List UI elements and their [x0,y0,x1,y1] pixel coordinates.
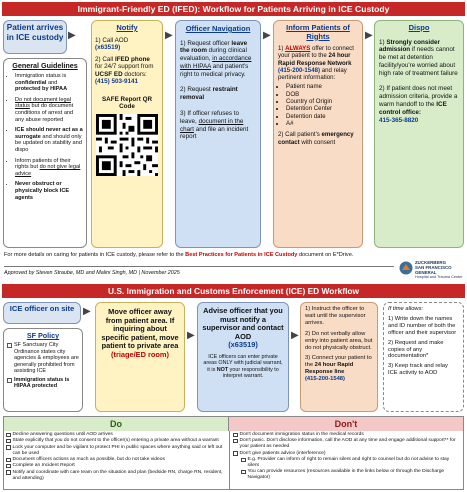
ifed-phone[interactable]: (415) 503-9141 [95,78,139,86]
arrow-right-icon: ▶ [83,306,91,317]
rights-heading: Inform Patients of Rights [286,23,350,41]
officer-step1: 1) Request officer leave the room during clinical evaluation, in accordance with HIPAA and patient's right to medical privacy. [180,39,252,78]
arrow-right-icon: ▶ [165,30,173,41]
notify-box [91,20,163,248]
zsfg-logo: ZUCKERBERG SAN FRANCISCO GENERAL Hospital and Trauma Center [399,255,465,281]
checkbox-icon[interactable] [233,439,238,444]
checkbox-icon[interactable] [6,458,11,463]
advise-officer-box: Advise officer that you must notify a supervisor and contact AOD (x63519) ICE officers can enter private areas ONLY with judicial warrant, it is NOT your responsibility to interpret warrant. [197,302,289,412]
do-item: Notify and coordinate with care team on the situation and plan (bedside RN, charge RN, resident, and attending) [6,470,227,482]
checkbox-icon[interactable] [6,464,11,469]
time-allows-heading: If time allows: [388,306,424,312]
do-item: State explicitly that you do not consent to the officer(s) entering a private area without a warrant [6,438,227,444]
officer-navigation-heading: Officer Navigation [185,24,251,33]
dont-item: Don't give patients advice (interference) [233,451,461,457]
ice-officer-text: ICE officer on site [9,304,75,313]
warrant-note: ICE officers can enter private areas ONLY with judicial warrant, it is NOT your responsibility to interpret warrant. [203,353,283,380]
checkbox-icon [7,378,12,383]
time-step1: 1) Write down the names and ID number of both the officer and their supervisor [388,315,457,336]
arrow-right-icon: ▶ [365,30,373,41]
do-header: Do [4,417,229,431]
sf-policy-item-2: Immigration status is HIPAA protected [7,377,79,390]
sf-policy-item-1: SF Sanctuary City Ordinance states city agencies & employees are generally prohibited from assisting ICE [7,342,79,375]
rights-step1: 1) ALWAYS offer to connect your patient to the 24 hour Rapid Response Network (415-200-1548) and relay pertinent information: [278,45,354,82]
checkbox-icon[interactable] [233,451,238,456]
time-allows-box [383,302,464,412]
time-step2: 2) Request and make copies of any documentation* [388,339,444,360]
footer-divider [4,266,394,267]
instruct-step2: 2) Do not verbally allow entry into patient area, but do not physically obstruct. [305,330,373,351]
rights-info-item: • Detention date [286,113,358,120]
rights-info-item: • Patient name [286,83,358,90]
do-dont-divider [229,431,230,489]
officer-navigation-box [175,20,261,248]
zsfg-logo-icon [399,261,413,275]
arrow-right-icon: ▶ [263,30,271,41]
rights-info-list [278,83,358,127]
general-guideline-item: • Inform patients of their rights but do not give legal advice [15,158,83,178]
do-dont-table [3,416,464,490]
instruct-officer-box [300,302,378,412]
arrow-right-icon: ▶ [291,330,299,341]
checkbox-icon[interactable] [6,445,11,450]
notify-step1: 1) Call AOD (x63519) [95,36,129,52]
checkbox-icon[interactable] [241,458,246,463]
dont-item: You can provide resources (resources available in the links below or through the Discharge Navigator) [233,469,461,481]
checkbox-icon[interactable] [6,439,11,444]
best-practices-link[interactable]: Best Practices for Patients in ICE Custody [185,252,298,258]
arrow-right-icon: ▶ [187,330,195,341]
notify-step2: 2) Call IFED phone for 24/7 support from UCSF ED doctors: (415) 503-9141 [95,55,154,86]
officer-step3: 3) If officer refuses to leave, document in the chart and file an incident report [180,110,249,141]
dispo-step1: 1) Strongly consider admission if needs cannot be met at detention facility/you're worried about high rate of treatment failure [379,38,458,77]
qr-code-icon[interactable] [96,114,158,176]
dont-item: Don't document immigration status in the medical records [233,432,461,438]
officer-step2: 2) Request restraint removal [180,86,238,102]
general-guideline-item: • ICE should never act as a surrogate and should only be updated on stability and dispo [15,127,83,153]
ifed-title-bar: Immigrant-Friendly ED (IFED): Workflow for Patients Arriving in ICE Custody [2,2,465,16]
do-list [6,432,227,482]
approved-by-text: Approved by Steven Straube, MD and Malini Singh, MD | November 2025 [4,270,180,276]
rights-box [273,20,363,248]
general-guidelines-heading: General Guidelines [12,61,78,70]
sf-policy-box [3,328,83,412]
patient-arrives-box [3,20,67,54]
patient-arrives-text: Patient arrives in ICE custody [6,23,64,42]
general-guidelines-list [7,73,83,201]
ice-officer-box [3,302,81,324]
dispo-step2: 2) If patient does not meet admission criteria, provide a warm handoff to the ICE control office: 415-365-8820 [379,85,458,124]
ice-workflow-title-bar: U.S. Immigration and Customs Enforcement (ICE) ED Workflow [2,284,465,298]
do-item: Lock your computer and be vigilant to protect PHI in public spaces where anything said or left out can be used [6,445,227,457]
dispo-heading: Dispo [408,23,430,32]
instruct-step3: 3) Connect your patient to the 24 hour Rapid Response line (415-200-1548) [305,355,372,383]
qr-label: SAFE Report QR Code [101,96,153,111]
rights-step2: 2) Call patient's emergency contact with consent [278,131,354,146]
checkbox-icon[interactable] [241,470,246,475]
general-guideline-item: • Immigration status is confidential and protected by HIPAA [15,73,83,93]
do-item: Decline answering questions until AOD arrives [6,432,227,438]
instruct-step1: 1) Instruct the officer to wait until the supervisor arrives. [305,306,366,326]
arrow-right-icon: ▶ [68,30,76,41]
ice-control-phone[interactable]: 415-365-8820 [379,116,419,124]
general-guideline-item: • Never obstruct or physically block ICE agents [15,181,83,201]
dont-item: Don't panic. Don't disclose information, call the AOD at any time and engage additional support** for your patient as needed [233,438,461,450]
checkbox-icon[interactable] [6,433,11,438]
checkbox-icon[interactable] [233,433,238,438]
do-item: Document officers actions as much as possible, but do not take videos [6,457,227,463]
checkbox-icon[interactable] [6,470,11,475]
rights-info-item: • Country of Origin [286,98,358,105]
time-step3: 3) Keep track and relay ICE activity to AOD [388,363,448,377]
rights-info-item: • Detention Center [286,105,358,112]
checkbox-icon [7,343,12,348]
more-details-text: For more details on caring for patients in ICE custody, please refer to the Best Practices for Patients in ICE Custody document on E*Drive. [4,252,354,258]
dont-list [233,432,461,481]
general-guidelines-box [3,58,87,248]
do-item: Complete an Incident Report [6,463,227,469]
notify-heading: Notify [116,23,138,32]
rights-info-item: • A# [286,120,358,127]
rights-info-item: • DOB [286,91,358,98]
dont-item: E.g. Provider can inform of right to remain silent and right to counsel but do not advise to stay silent [233,457,461,469]
general-guideline-item: • Do not document legal status but do document conditions of arrest and any abuse reported [15,97,83,123]
move-officer-box: Move officer away from patient area. If inquiring about specific patient, move patient to private area (triage/ED room) [95,302,185,412]
dispo-box [374,20,464,248]
sf-policy-heading: SF Policy [26,331,60,340]
dont-header: Don't [229,417,463,431]
